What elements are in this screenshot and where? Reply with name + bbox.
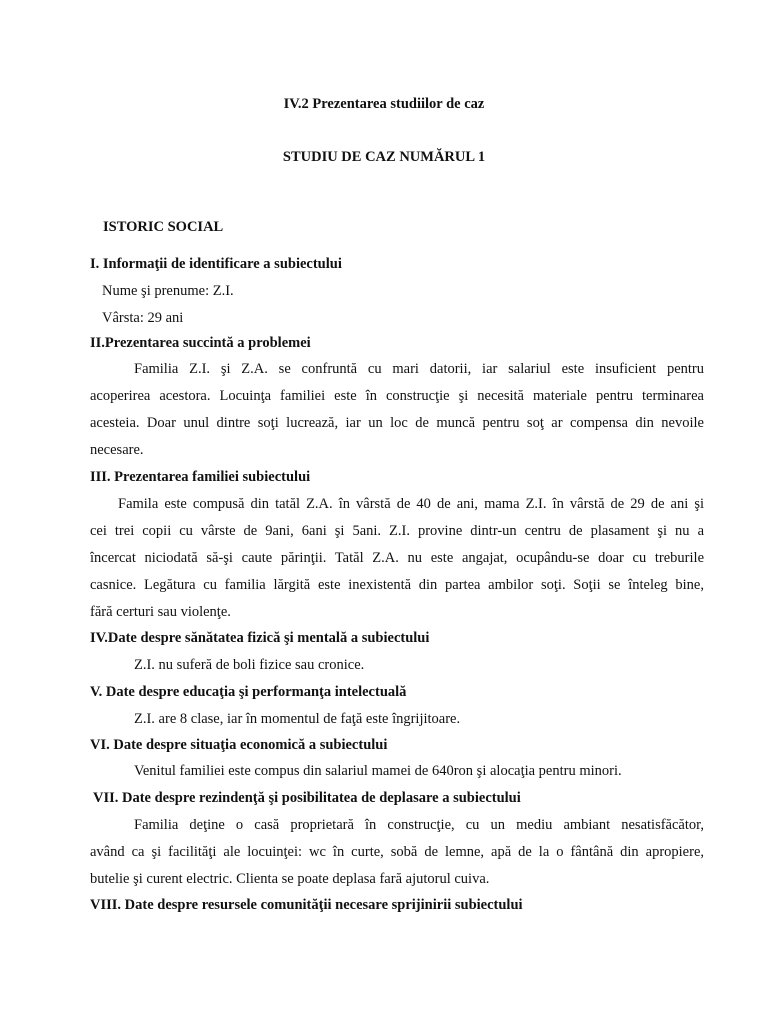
section-heading: ISTORIC SOCIAL [103,219,224,235]
family-line: cei trei copii cu vârste de 9ani, 6ani şi 5ani. Z.I. provine dintr-un centru de plasament şi nu a [90,523,704,539]
family-line: fără certuri sau violenţe. [90,604,231,620]
heading-residence: VII. Date despre rezindenţă şi posibilitatea de deplasare a subiectului [93,790,521,806]
family-line: Famila este compusă din tatăl Z.A. în vârstă de 40 de ani, mama Z.I. în vârstă de 29 de ani şi [118,496,704,512]
problem-line: acoperirea acestora. Locuinţa familiei este în construcţie şi necesită materiale pentru terminarea [90,388,704,404]
problem-line: necesare. [90,442,144,458]
heading-education: V. Date despre educaţia şi performanţa intelectuală [90,684,407,700]
heading-health: IV.Date despre sănătatea fizică şi mentală a subiectului [90,630,430,646]
age-field: Vârsta: 29 ani [102,310,184,326]
residence-line: Familia deţine o casă proprietară în construcţie, cu un mediu ambiant nesatisfăcător, [134,817,704,833]
residence-line: având ca şi facilităţi ale locuinţei: wc în curte, sobă de lemne, apă de la o fântână din apropiere, [90,844,704,860]
problem-line: Familia Z.I. şi Z.A. se confruntă cu mari datorii, iar salariul este insuficient pentru [134,361,704,377]
heading-community-resources: VIII. Date despre resursele comunităţii necesare sprijinirii subiectului [90,897,523,913]
document-title: IV.2 Prezentarea studiilor de caz [283,96,485,112]
family-line: casnice. Legătura cu familia lărgită este inexistentă din partea ambilor soţi. Soţii se înteleg bine, [90,577,704,593]
health-text: Z.I. nu suferă de boli fizice sau cronice. [134,657,365,673]
problem-line: acesteia. Doar unul dintre soţi lucrează, iar un loc de muncă pentru soţ ar compensa din nevoile [90,415,704,431]
case-study-title: STUDIU DE CAZ NUMĂRUL 1 [282,149,486,165]
heading-problem: II.Prezentarea succintă a problemei [90,335,311,351]
heading-family: III. Prezentarea familiei subiectului [90,469,311,485]
heading-identification: I. Informaţii de identificare a subiectului [90,256,342,272]
residence-line: butelie şi curent electric. Clienta se poate deplasa fară ajutorul cuiva. [90,871,490,887]
heading-economic: VI. Date despre situaţia economică a subiectului [90,737,388,753]
name-field: Nume şi prenume: Z.I. [102,283,234,299]
family-line: încercat niciodată să-şi caute părinţii. Tatăl Z.A. nu este angajat, ocupându-se doar cu treburile [90,550,704,566]
education-text: Z.I. are 8 clase, iar în momentul de faţă este îngrijitoare. [134,711,461,727]
economic-text: Venitul familiei este compus din salariul mamei de 640ron şi alocaţia pentru minori. [134,763,622,779]
